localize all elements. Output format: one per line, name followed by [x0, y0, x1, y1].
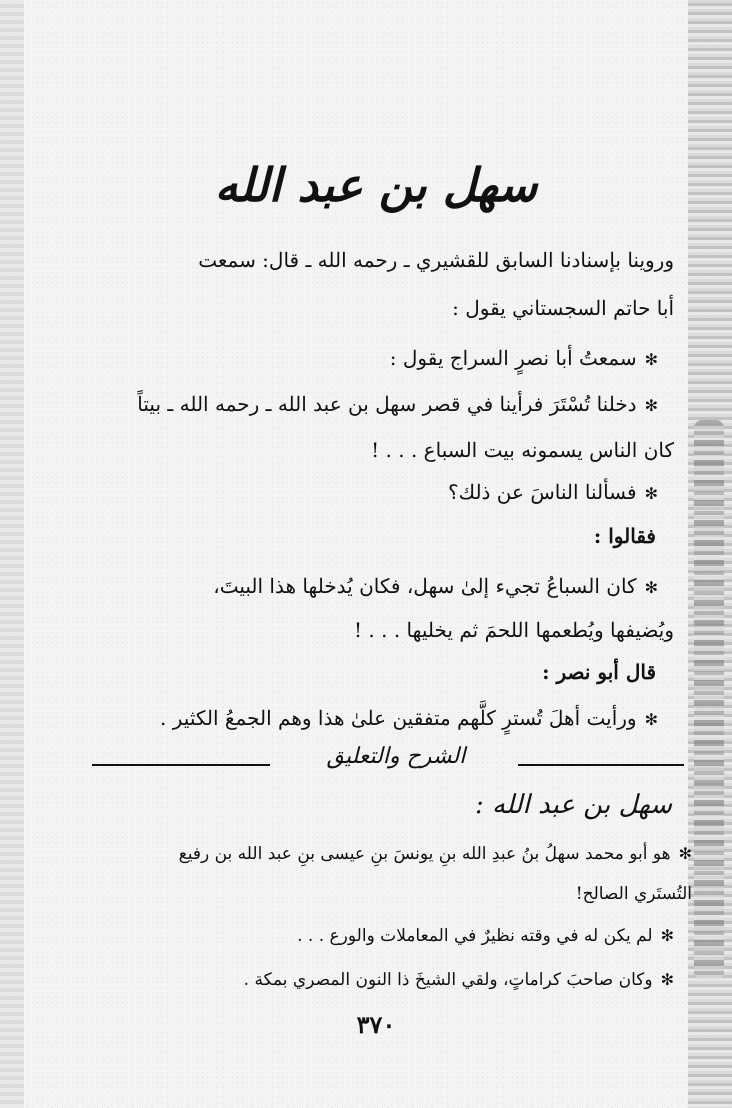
quote-line — [80, 382, 658, 428]
quote-line — [80, 470, 658, 516]
quote-text: دخلنا تُسْتَرَ فرأينا في قصر سهل بن عبد الله ـ رحمه الله ـ بيتاً — [137, 392, 637, 416]
divider-rule — [518, 764, 684, 766]
commentary-section-title: الشرح والتعليق — [326, 744, 466, 769]
paragraph-line: كان الناس يسمونه بيت السباع . . . ! — [371, 438, 674, 462]
page-edge-left — [0, 0, 24, 1108]
book-page — [60, 150, 692, 1050]
commentary-text: وكان صاحبَ كراماتٍ، ولقي الشيخَ ذا النون المصري بمكة . — [243, 970, 653, 990]
page-edge-right — [688, 0, 732, 1108]
paragraph-line: أبا حاتم السجستاني يقول : — [452, 296, 674, 320]
paragraph-line: وروينا بإسنادنا السابق للقشيري ـ رحمه الله ـ قال: سمعت — [198, 248, 674, 272]
paragraph-line: ويُضيفها ويُطعمها اللحمَ ثم يخليها . . . ! — [354, 618, 674, 642]
quote-text: ورأيت أهلَ تُسترٍ كلَّهم متفقين علىٰ هذا وهم الجمعُ الكثير . — [160, 706, 637, 730]
quote-line — [80, 564, 658, 610]
commentary-heading: سهل بن عبد الله : — [474, 790, 672, 820]
commentary-line: التُستَري الصالح! — [575, 884, 692, 904]
quote-line — [80, 336, 658, 382]
quote-line — [80, 696, 658, 742]
speaker-label: قال أبو نصر : — [542, 660, 656, 684]
quote-text: كان السباعُ تجيء إلىٰ سهل، فكان يُدخلها هذا البيتَ، — [213, 574, 637, 598]
page-number: ٣٧٠ — [356, 1010, 396, 1039]
chapter-title: سهل بن عبد الله — [214, 158, 538, 212]
divider-rule — [92, 764, 270, 766]
commentary-line — [80, 832, 692, 876]
commentary-line — [80, 958, 674, 1002]
quote-text: فسألنا الناسَ عن ذلك؟ — [447, 480, 637, 504]
quote-text: سمعتُ أبا نصرٍ السراج يقول : — [389, 346, 637, 370]
commentary-line — [80, 914, 674, 958]
commentary-text: لم يكن له في وقته نظيرٌ في المعاملات والورع . . . — [297, 926, 653, 946]
speaker-label: فقالوا : — [593, 524, 656, 548]
commentary-text: هو أبو محمد سهلُ بنُ عبدِ الله بنِ يونسَ بنِ عيسى بنِ عبد الله بن رفيع — [178, 844, 671, 864]
